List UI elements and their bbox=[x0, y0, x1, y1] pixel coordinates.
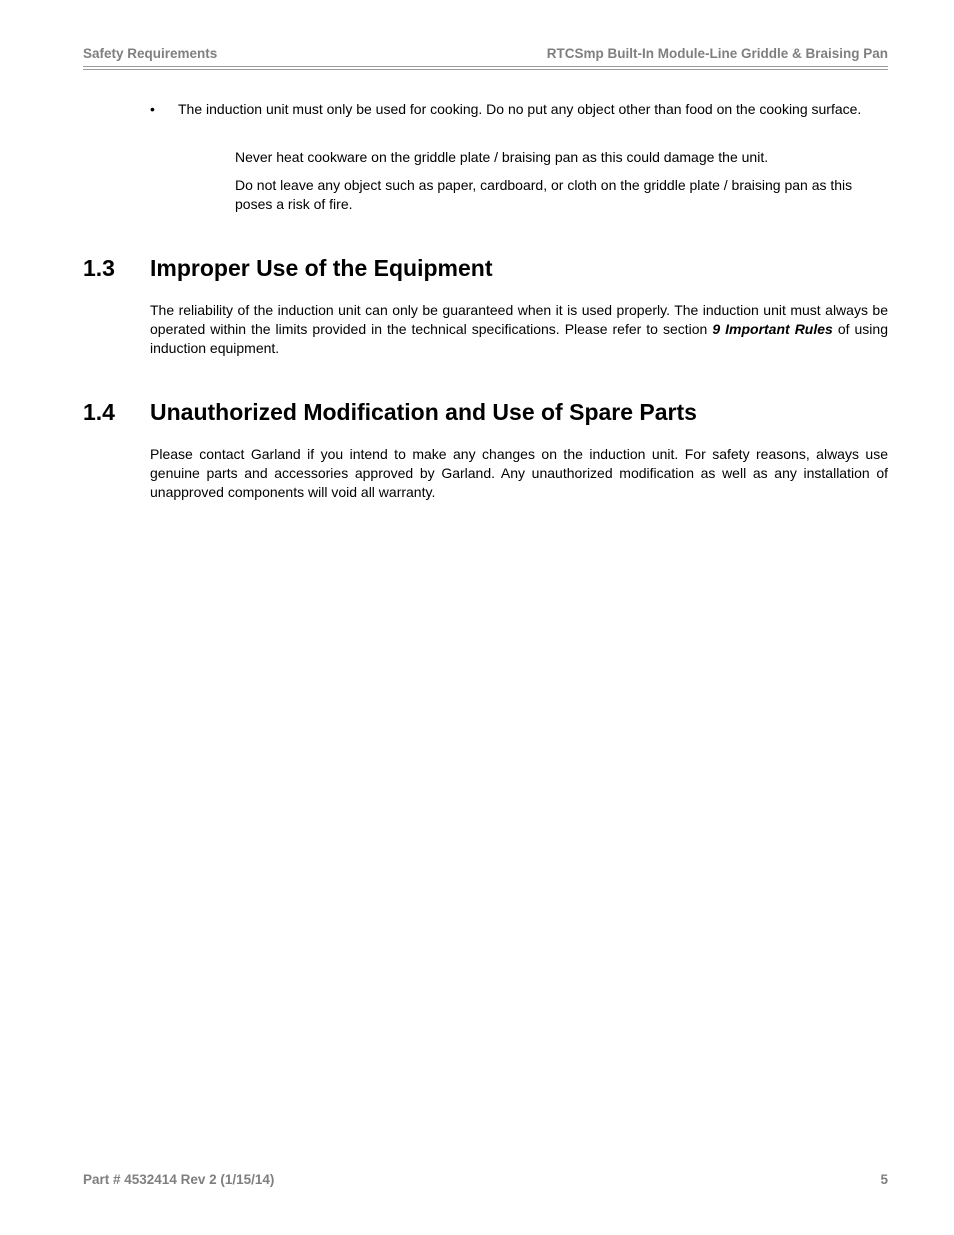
section-number: 1.4 bbox=[83, 399, 115, 425]
header-document-title: RTCSmp Built-In Module-Line Griddle & Braising Pan bbox=[546, 46, 888, 61]
page-number: 5 bbox=[880, 1172, 888, 1187]
note-fire-risk: Do not leave any object such as paper, cardboard, or cloth on the griddle plate / braising pan as this poses a risk of fire. bbox=[235, 177, 853, 212]
bullet-symbol: • bbox=[150, 101, 155, 117]
header-section-title: Safety Requirements bbox=[83, 46, 218, 61]
bullet-text: The induction unit must only be used for cooking. Do no put any object other than food on the cooking surface. bbox=[178, 101, 862, 117]
section-paragraph-1-3 bbox=[150, 301, 888, 358]
section-heading-1-3 bbox=[83, 254, 492, 282]
footer-part-number: Part # 4532414 Rev 2 (1/15/14) bbox=[83, 1172, 275, 1187]
section-number: 1.3 bbox=[83, 255, 115, 281]
section-paragraph-1-4: Please contact Garland if you intend to make any changes on the induction unit. For safety reasons, always use genuine parts and accessories approved by Garland. Any unauthorized modification as well as any installation of unapproved components will void all warranty. bbox=[150, 446, 888, 500]
running-header bbox=[83, 46, 888, 64]
section-title: Unauthorized Modification and Use of Spare Parts bbox=[150, 399, 697, 425]
running-footer bbox=[83, 1172, 888, 1190]
section-title: Improper Use of the Equipment bbox=[150, 255, 493, 281]
section-reference: 9 Important Rules bbox=[712, 321, 833, 337]
section-heading-1-4 bbox=[83, 398, 697, 426]
note-cookware: Never heat cookware on the griddle plate / braising pan as this could damage the unit. bbox=[235, 149, 769, 165]
header-divider bbox=[83, 66, 888, 70]
bullet-item bbox=[150, 100, 888, 119]
paragraph-text: of using induction equipment. bbox=[150, 321, 888, 356]
paragraph-text: The reliability of the induction unit can only be guaranteed when it is used properly. The induction unit must always be operated within the limits provided in the technical specifications. Please refer to section bbox=[150, 302, 888, 337]
